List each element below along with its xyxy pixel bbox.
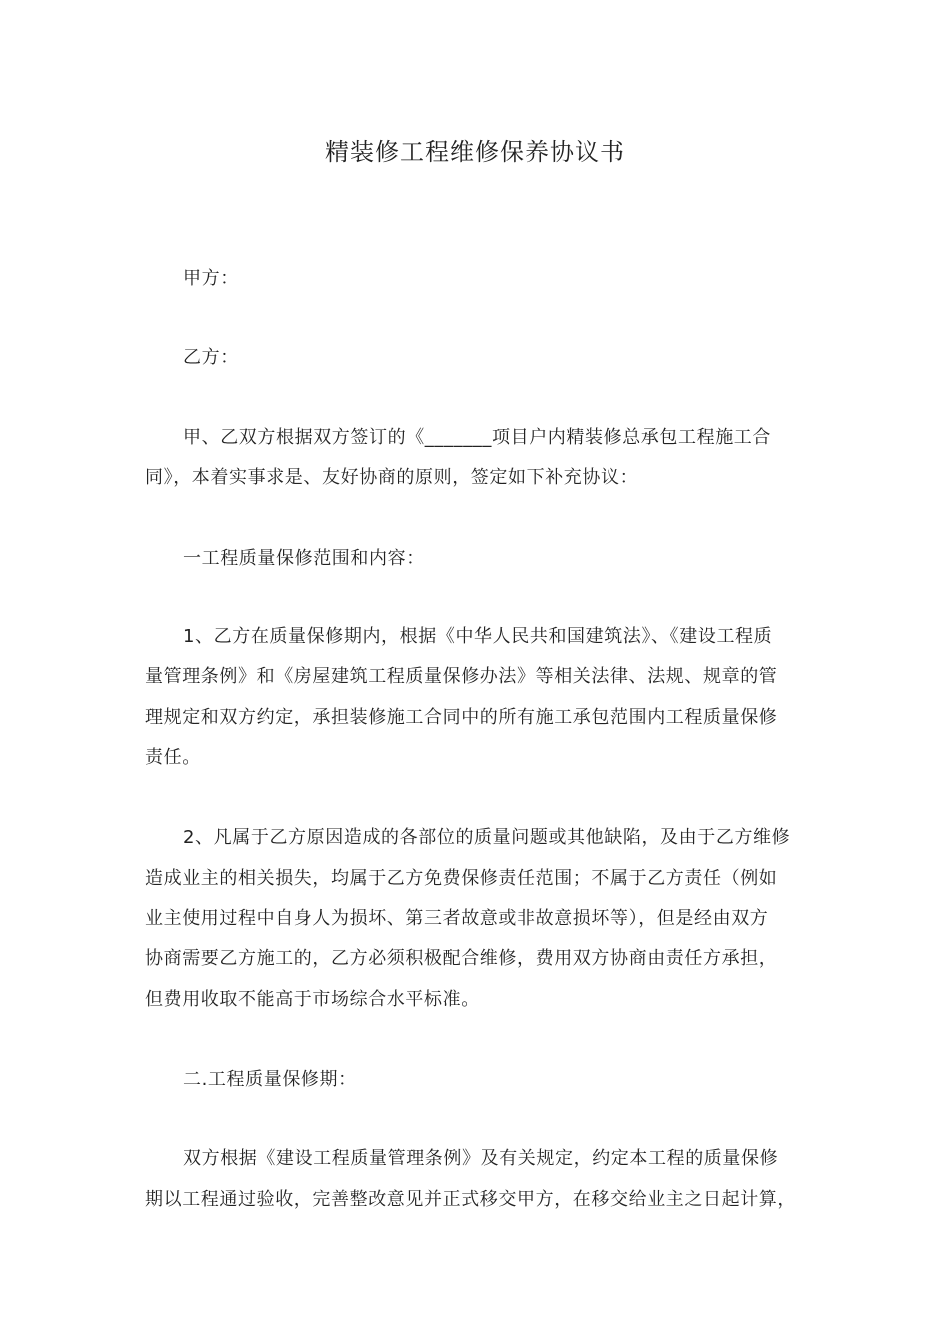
paragraph-line: 甲、乙双方根据双方签订的《_______项目户内精装修总承包工程施工合 [183, 427, 771, 448]
document-title: 精装修工程维修保养协议书 [325, 138, 625, 166]
paragraph-line: 双方根据《建设工程质量管理条例》及有关规定，约定本工程的质量保修 [183, 1148, 779, 1169]
paragraph-line: 期以工程通过验收，完善整改意见并正式移交甲方，在移交给业主之日起计算， [145, 1189, 796, 1210]
paragraph-line: 量管理条例》和《房屋建筑工程质量保修办法》等相关法律、法规、规章的管 [145, 666, 778, 687]
paragraph-line: 同》，本着实事求是、友好协商的原则，签定如下补充协议： [145, 467, 639, 488]
paragraph-line: 造成业主的相关损失，均属于乙方免费保修责任范围；不属于乙方责任（例如 [145, 868, 778, 889]
section-heading-2: 二.工程质量保修期： [183, 1069, 357, 1090]
paragraph-line: 1、乙方在质量保修期内，根据《中华人民共和国建筑法》、《建设工程质 [183, 626, 773, 647]
party-b-label: 乙方： [183, 347, 239, 368]
section-heading-1: 一工程质量保修范围和内容： [183, 548, 425, 569]
paragraph-line: 但费用收取不能高于市场综合水平标准。 [145, 989, 480, 1010]
paragraph-line: 2、凡属于乙方原因造成的各部位的质量问题或其他缺陷，及由于乙方维修 [183, 827, 791, 848]
paragraph-line: 责任。 [145, 747, 201, 768]
party-a-label: 甲方： [183, 268, 239, 289]
paragraph-line: 协商需要乙方施工的，乙方必须积极配合维修，费用双方协商由责任方承担， [145, 948, 778, 969]
paragraph-line: 业主使用过程中自身人为损坏、第三者故意或非故意损坏等），但是经由双方 [145, 908, 769, 929]
paragraph-line: 理规定和双方约定，承担装修施工合同中的所有施工承包范围内工程质量保修 [145, 707, 778, 728]
